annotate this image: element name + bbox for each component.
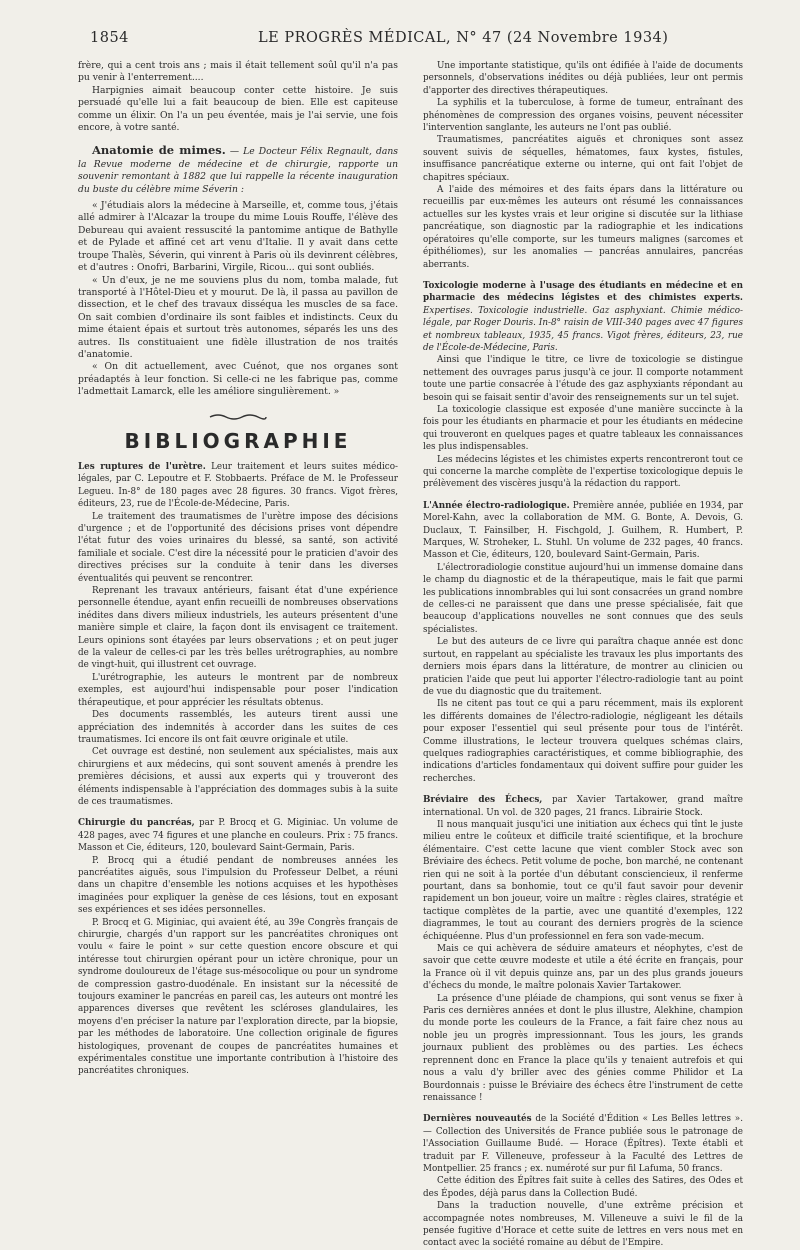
intro-paragraph-1: frère, qui a cent trois ans ; mais il était tellement soûl qu'il n'a pas pu venir à l'enterrement.... bbox=[78, 60, 398, 84]
entry-echecs-ref: par Xavier Tartakower, grand maître international. Un vol. de 320 pages, 21 francs. Librairie Stock. bbox=[423, 795, 743, 818]
entry-electro-paragraph-2: Le but des auteurs de ce livre qui paraîtra chaque année est donc surtout, en rappelant au spécialiste les travaux les plus importants des derniers mois épars dans la littérature, de montrer au clinicien ou praticien l'aide que peut lui apporter l'électro-radiologie tant au point de vue du diagnostic que du traitement. bbox=[423, 637, 743, 697]
entry-echecs-citation bbox=[423, 794, 743, 819]
entry-electro-citation bbox=[423, 500, 743, 562]
entry-electro-title: L'Année électro-radiologique. bbox=[423, 500, 570, 511]
entry-pancreas bbox=[78, 817, 398, 1078]
anatomy-paragraph-3: « On dit actuellement, avec Cuénot, que nos organes sont préadaptés à leur fonction. Si celle-ci ne les fabrique pas, comme l'admettait Lamarck, elle les améliore singulièrement. » bbox=[78, 361, 398, 398]
entry-pancreas-paragraph-1: P. Brocq qui a étudié pendant de nombreuses années les pancréatites aiguës, sous l'impulsion du Professeur Delbet, a réuni dans un chapitre d'ensemble les notions acquises et les hypothèses imaginées pour expliquer la genèse de ces lésions, tout en exposant ses expériences et ses idées personnelles. bbox=[78, 855, 398, 916]
entry-uretre-paragraph-2: Reprenant les travaux antérieurs, faisant état d'une expérience personnelle étendue, ayant enfin recueilli de nombreuses observations inédites dans divers milieux industriels, les auteurs présentent d'une manière simple et claire, la façon dont ils envisagent ce traitement. Leurs opinions sont étayées par leurs observations ; et on peut juger de la valeur de celles-ci par les très belles urétrographies, au nombre de vingt-huit, qui illustrent cet ouvrage. bbox=[78, 586, 398, 671]
entry-uretre-title: Les ruptures de l'urètre. bbox=[78, 461, 206, 472]
entry-uretre-paragraph-4: Des documents rassemblés, les auteurs tirent aussi une appréciation des indemnités à accorder dans les suites de ces traumatismes. Ici encore ils ont fait œuvre originale et utile. bbox=[78, 710, 398, 745]
entry-electro-paragraph-1: L'électroradiologie constitue aujourd'hui un immense domaine dans le champ du diagnostic et de la thérapeutique, mais le fait que parmi les publications innombrables qui lui sont consacrées un grand nombre de celles-ci ne paraissent que dans une presse spécialisée, fait que beaucoup d'applications nouvelles ne sont connues que des seuls spécialistes. bbox=[423, 562, 743, 635]
pancreas-continued-paragraph-2: La syphilis et la tuberculose, à forme de tumeur, entraînant des phénomènes de compression des organes voisins, peuvent nécessiter l'intervention sanglante, les auteurs ne l'ont pas oublié. bbox=[423, 98, 743, 134]
entry-toxicologie bbox=[423, 280, 743, 491]
anatomy-lead: — Le Docteur Félix Regnault, dans la Revue moderne de médecine et de chirurgie, rapporte un souvenir remontant à 1882 que lui rappelle la récente inauguration du buste du célèbre mime Séverin : bbox=[78, 146, 398, 195]
entry-echecs-paragraph-1: Il nous manquait jusqu'ici une initiation aux échecs qui tînt le juste milieu entre le coûteux et difficile traité scientifique, et la brochure élémentaire. C'est cette lacune que vient combler Stock avec son Bréviaire des échecs. Petit volume de poche, bon marché, ne contenant rien qui ne soit à la portée d'un débutant consciencieux, il renferme pourtant, dans sa bonhomie, tout ce qu'il faut savoir pour devenir rapidement un bon joueur, voire un maître : règles claires, stratégie et tactique complètes de la partie, avec une quantité d'exemples, 122 diagrammes, le tout au courant des derniers progrès de la science échiquéenne. Plus d'un professionnel en fera son vade-mecum. bbox=[423, 819, 743, 942]
pancreas-continued-paragraph-3: Traumatismes, pancréatites aiguës et chroniques sont assez souvent suivis de séquelles, hématomes, faux kystes, fistules, insuffisance pancréatique externe ou interne, qui ont fait l'objet de chapitres spéciaux. bbox=[423, 135, 743, 183]
entry-electro-paragraph-3: Ils ne citent pas tout ce qui a paru récemment, mais ils explorent les différents domaines de l'électro-radiologie, négligeant les détails pour exposer l'essentiel qui seul présente pour tous de l'intérêt. Comme illustrations, le lecteur trouvera quelques schémas clairs, quelques radiographies caractéristiques, et comme bibliographie, des indications d'articles fondamentaux qui doivent suffire pour guider les recherches. bbox=[423, 699, 743, 784]
entry-uretre-citation bbox=[78, 461, 398, 511]
entry-nouveautes-ref: de la Société d'Édition « Les Belles lettres ». — Collection des Universités de France publiée sous le patronage de l'Association Guillaume Budé. — Horace (Épîtres). Texte établi et traduit par F. Villeneuve, professeur à la Faculté des Lettres de Montpellier. 25 francs ; ex. numéroté sur pur fil Lafuma, 50 francs. bbox=[423, 1114, 743, 1174]
entry-nouveautes-title: Dernières nouveautés bbox=[423, 1114, 532, 1125]
left-column bbox=[78, 60, 398, 1078]
entry-nouveautes-citation bbox=[423, 1113, 743, 1175]
page-header bbox=[90, 30, 738, 52]
entry-nouveautes-paragraph-1: Cette édition des Épîtres fait suite à celles des Satires, des Odes et des Épodes, déjà parus dans la Collection Budé. bbox=[423, 1176, 743, 1199]
entry-electro-radiologique bbox=[423, 500, 743, 785]
entry-nouveautes-paragraph-2: Dans la traduction nouvelle, d'une extrême précision et accompagnée notes nombreuses, M. Villeneuve a suivi le fil de la pensée fugitive d'Horace et cette suite de lettres en vers nous met en contact avec la société romaine au début de l'Empire. bbox=[423, 1201, 743, 1249]
entry-toxicologie-citation bbox=[423, 280, 743, 354]
pancreas-continued-paragraph-1: Une importante statistique, qu'ils ont édifiée à l'aide de documents personnels, d'observations inédites ou déjà publiées, leur ont permis d'apporter des directives thérapeutiques. bbox=[423, 61, 743, 96]
entry-uretre-paragraph-5: Cet ouvrage est destiné, non seulement aux spécialistes, mais aux chirurgiens et aux médecins, qui sont souvent amenés à prendre les premières décisions, et aussi aux experts qui y trouveront des éléments indispensable à l'appréciation des dommages subis à la suite de ces traumatismes. bbox=[78, 747, 398, 807]
bibliographie-title: BIBLIOGRAPHIE bbox=[124, 428, 352, 453]
entry-pancreas-ref: par P. Brocq et G. Miginiac. Un volume de 428 pages, avec 74 figures et une planche en couleurs. Prix : 75 francs. Masson et Cie, éditeurs, 120, boulevard Saint-Germain, Paris. bbox=[78, 818, 398, 854]
entry-toxicologie-title: Toxicologie moderne à l'usage des étudiants en médecine et en pharmacie des médecins légistes et des chimistes experts. bbox=[423, 280, 743, 304]
entry-echecs-paragraph-3: La présence d'une pléiade de champions, qui sont venus se fixer à Paris ces dernières années et dont le plus illustre, Alekhine, champion du monde porte les couleurs de la France, a fait faire chez nous au noble jeu un progrès impressionnant. Tous les jours, les grands journaux publient des problèmes ou des parties. Les échecs reprennent donc en France la place qu'ils y tenaient autrefois et qui nous a valu d'y briller avec des génies comme Philidor et La Bourdonnais : puisse le Bréviaire des échecs être l'instrument de cette renaissance ! bbox=[423, 993, 743, 1103]
entry-uretre-paragraph-1: Le traitement des traumatismes de l'urètre impose des décisions d'urgence ; et de l'opportunité des décisions prises vont dépendre l'état futur des voies urinaires du blessé, sa santé, son activité familiale et sociale. C'est dire la nécessité pour le praticien d'avoir des directives précises sur la conduite à tenir dans les diverses éventualités qui peuvent se rencontrer. bbox=[78, 511, 398, 584]
anatomy-paragraph-1: « J'étudiais alors la médecine à Marseille, et, comme tous, j'étais allé admirer à l'Alcazar la troupe du mime Louis Rouffe, l'élève des Debureau qui avaient ressuscité la pantomime antique de Bathylle et de Pylade et affiné cet art venu d'Italie. Il y avait dans cette troupe Thalès, Séverin, qui vinrent à Paris où ils devinrent célèbres, et d'autres : Onofri, Barbarini, Virgile, Ricou... qui sont oubliés. bbox=[78, 200, 398, 274]
intro-paragraph-2: Harpignies aimait beaucoup conter cette histoire. Je suis persuadé qu'elle lui a fait beaucoup de bien. Elle est capiteuse comme un élixir. On l'a un peu éventée, mais je l'ai servie, une fois encore, à votre santé. bbox=[78, 84, 398, 134]
entry-toxicologie-paragraph-3: Les médecins légistes et les chimistes experts rencontreront tout ce qui concerne la marche complète de l'expertise toxicologique depuis le prélèvement des viscères jusqu'à la rédaction du rapport. bbox=[423, 454, 743, 490]
ornament-divider-icon bbox=[208, 413, 268, 421]
entry-pancreas-title: Chirurgie du pancréas, bbox=[78, 818, 195, 829]
entry-pancreas-citation bbox=[78, 817, 398, 854]
entry-pancreas-paragraph-2: P. Brocq et G. Miginiac, qui avaient été, au 39e Congrès français de chirurgie, chargés d'un rapport sur les pancréatites chroniques ont voulu « faire le point » sur cette question encore obscure et qui intéresse tout chirurgien opérant pour un ictère chronique, pour un syndrome douloureux de l'étage sus-mésocolique ou pour un syndrome de compression gastro-duodénale. En insistant sur la nécessité de toujours examiner le pancréas en pareil cas, les auteurs ont montré les apparences diverses que revêtent les scléroses glandulaires, les moyens d'en préciser la nature par l'exploration directe, par la biopsie, par les méthodes de laboratoire. Une collection originale de figures histologiques, provenant de coupes de pancréatites humaines et expérimentales constitue une importante contribution à l'histoire des pancréatites chroniques. bbox=[78, 917, 398, 1077]
anatomy-paragraph-2: « Un d'eux, je ne me souviens plus du nom, tomba malade, fut transporté à l'Hôtel-Dieu et y mourut. De là, il passa au pavillon de dissection, et le chef des travaux disséqua les muscles de sa face. On sait combien d'ordinaire ils sont faibles et indistincts. Ceux du mime étaient épais et surtout très autonomes, séparés les uns des autres. Ils constituaient une fidèle illustration de nos traités d'anatomie. bbox=[78, 274, 398, 360]
entry-nouveautes bbox=[423, 1113, 743, 1249]
entry-toxicologie-ref: Expertises. Toxicologie industrielle. Gaz asphyxiant. Chimie médico-légale, par Roger Douris. In-8° raisin de VIII-340 pages avec 47 figures et nombreux tableaux, 1935, 45 francs. Vigot frères, éditeurs, 23, rue de l'École-de-Médecine, Paris. bbox=[423, 305, 743, 353]
page-number: 1854 bbox=[90, 30, 129, 46]
entry-electro-ref: Première année, publiée en 1934, par Morel-Kahn, avec la collaboration de MM. G. Bonte, A. Devois, G. Duclaux, T. Fainsilber, H. Fischgold, J. Guilhem, R. Humbert, P. Marques, W. Stroheker, L. Stuhl. Un volume de 232 pages, 40 francs. Masson et Cie, éditeurs, 120, boulevard Saint-Germain, Paris. bbox=[423, 500, 743, 561]
anatomy-lead-paragraph bbox=[78, 144, 398, 196]
entry-echecs bbox=[423, 794, 743, 1104]
entry-toxicologie-paragraph-2: La toxicologie classique est exposée d'une manière succincte à la fois pour les étudiants en pharmacie et pour les étudiants en médecine qui trouveront en quelques pages et quatre tableaux les connaissances les plus indispensables. bbox=[423, 404, 743, 453]
entry-toxicologie-paragraph-1: Ainsi que l'indique le titre, ce livre de toxicologie se distingue nettement des ouvrages parus jusqu'à ce jour. Il comporte notamment toute une partie consacrée à l'étude des gaz asphyxiants répondant au besoin qui se faisait sentir d'avoir des renseignements sur un tel sujet. bbox=[423, 355, 743, 403]
pancreas-continued-paragraph-4: A l'aide des mémoires et des faits épars dans la littérature ou recueillis par eux-mêmes les auteurs ont résumé les connaissances actuelles sur les kystes vrais et leur origine si discutée sur la lithiase pancréatique, son diagnostic par la radiographie et les indications opératoires qu'elle comporte, sur les tumeurs malignes (sarcomes et épithéliomes), sur les anomalies — pancréas annulaires, pancréas aberrants. bbox=[423, 185, 743, 270]
right-column bbox=[423, 60, 743, 1250]
journal-title: LE PROGRÈS MÉDICAL, N° 47 (24 Novembre 1934) bbox=[258, 30, 669, 46]
entry-echecs-title: Bréviaire des Échecs, bbox=[423, 795, 543, 806]
entry-uretre-ref: Leur traitement et leurs suites médico-légales, par C. Lepoutre et F. Stobbaerts. Préface de M. le Professeur Legueu. In-8° de 180 pages avec 28 figures. 30 francs. Vigot frères, éditeurs, 23, rue de l'École-de-Médecine, Paris. bbox=[78, 461, 399, 510]
entry-uretre-paragraph-3: L'urétrographie, les auteurs le montrent par de nombreux exemples, est aujourd'hui indispensable pour poser l'indication thérapeutique, et pour apprécier les résultats obtenus. bbox=[78, 672, 398, 708]
bibliographie-heading bbox=[78, 413, 398, 453]
entry-echecs-paragraph-2: Mais ce qui achèvera de séduire amateurs et néophytes, c'est de savoir que cette œuvre modeste et utile a été écrite en français, pour la France où il vit depuis quinze ans, par un des plus grands joueurs d'échecs du monde, le maître polonais Xavier Tartakower. bbox=[423, 944, 743, 992]
anatomy-section bbox=[78, 144, 398, 398]
anatomy-title: Anatomie de mimes. bbox=[92, 143, 226, 158]
entry-uretre bbox=[78, 461, 398, 808]
